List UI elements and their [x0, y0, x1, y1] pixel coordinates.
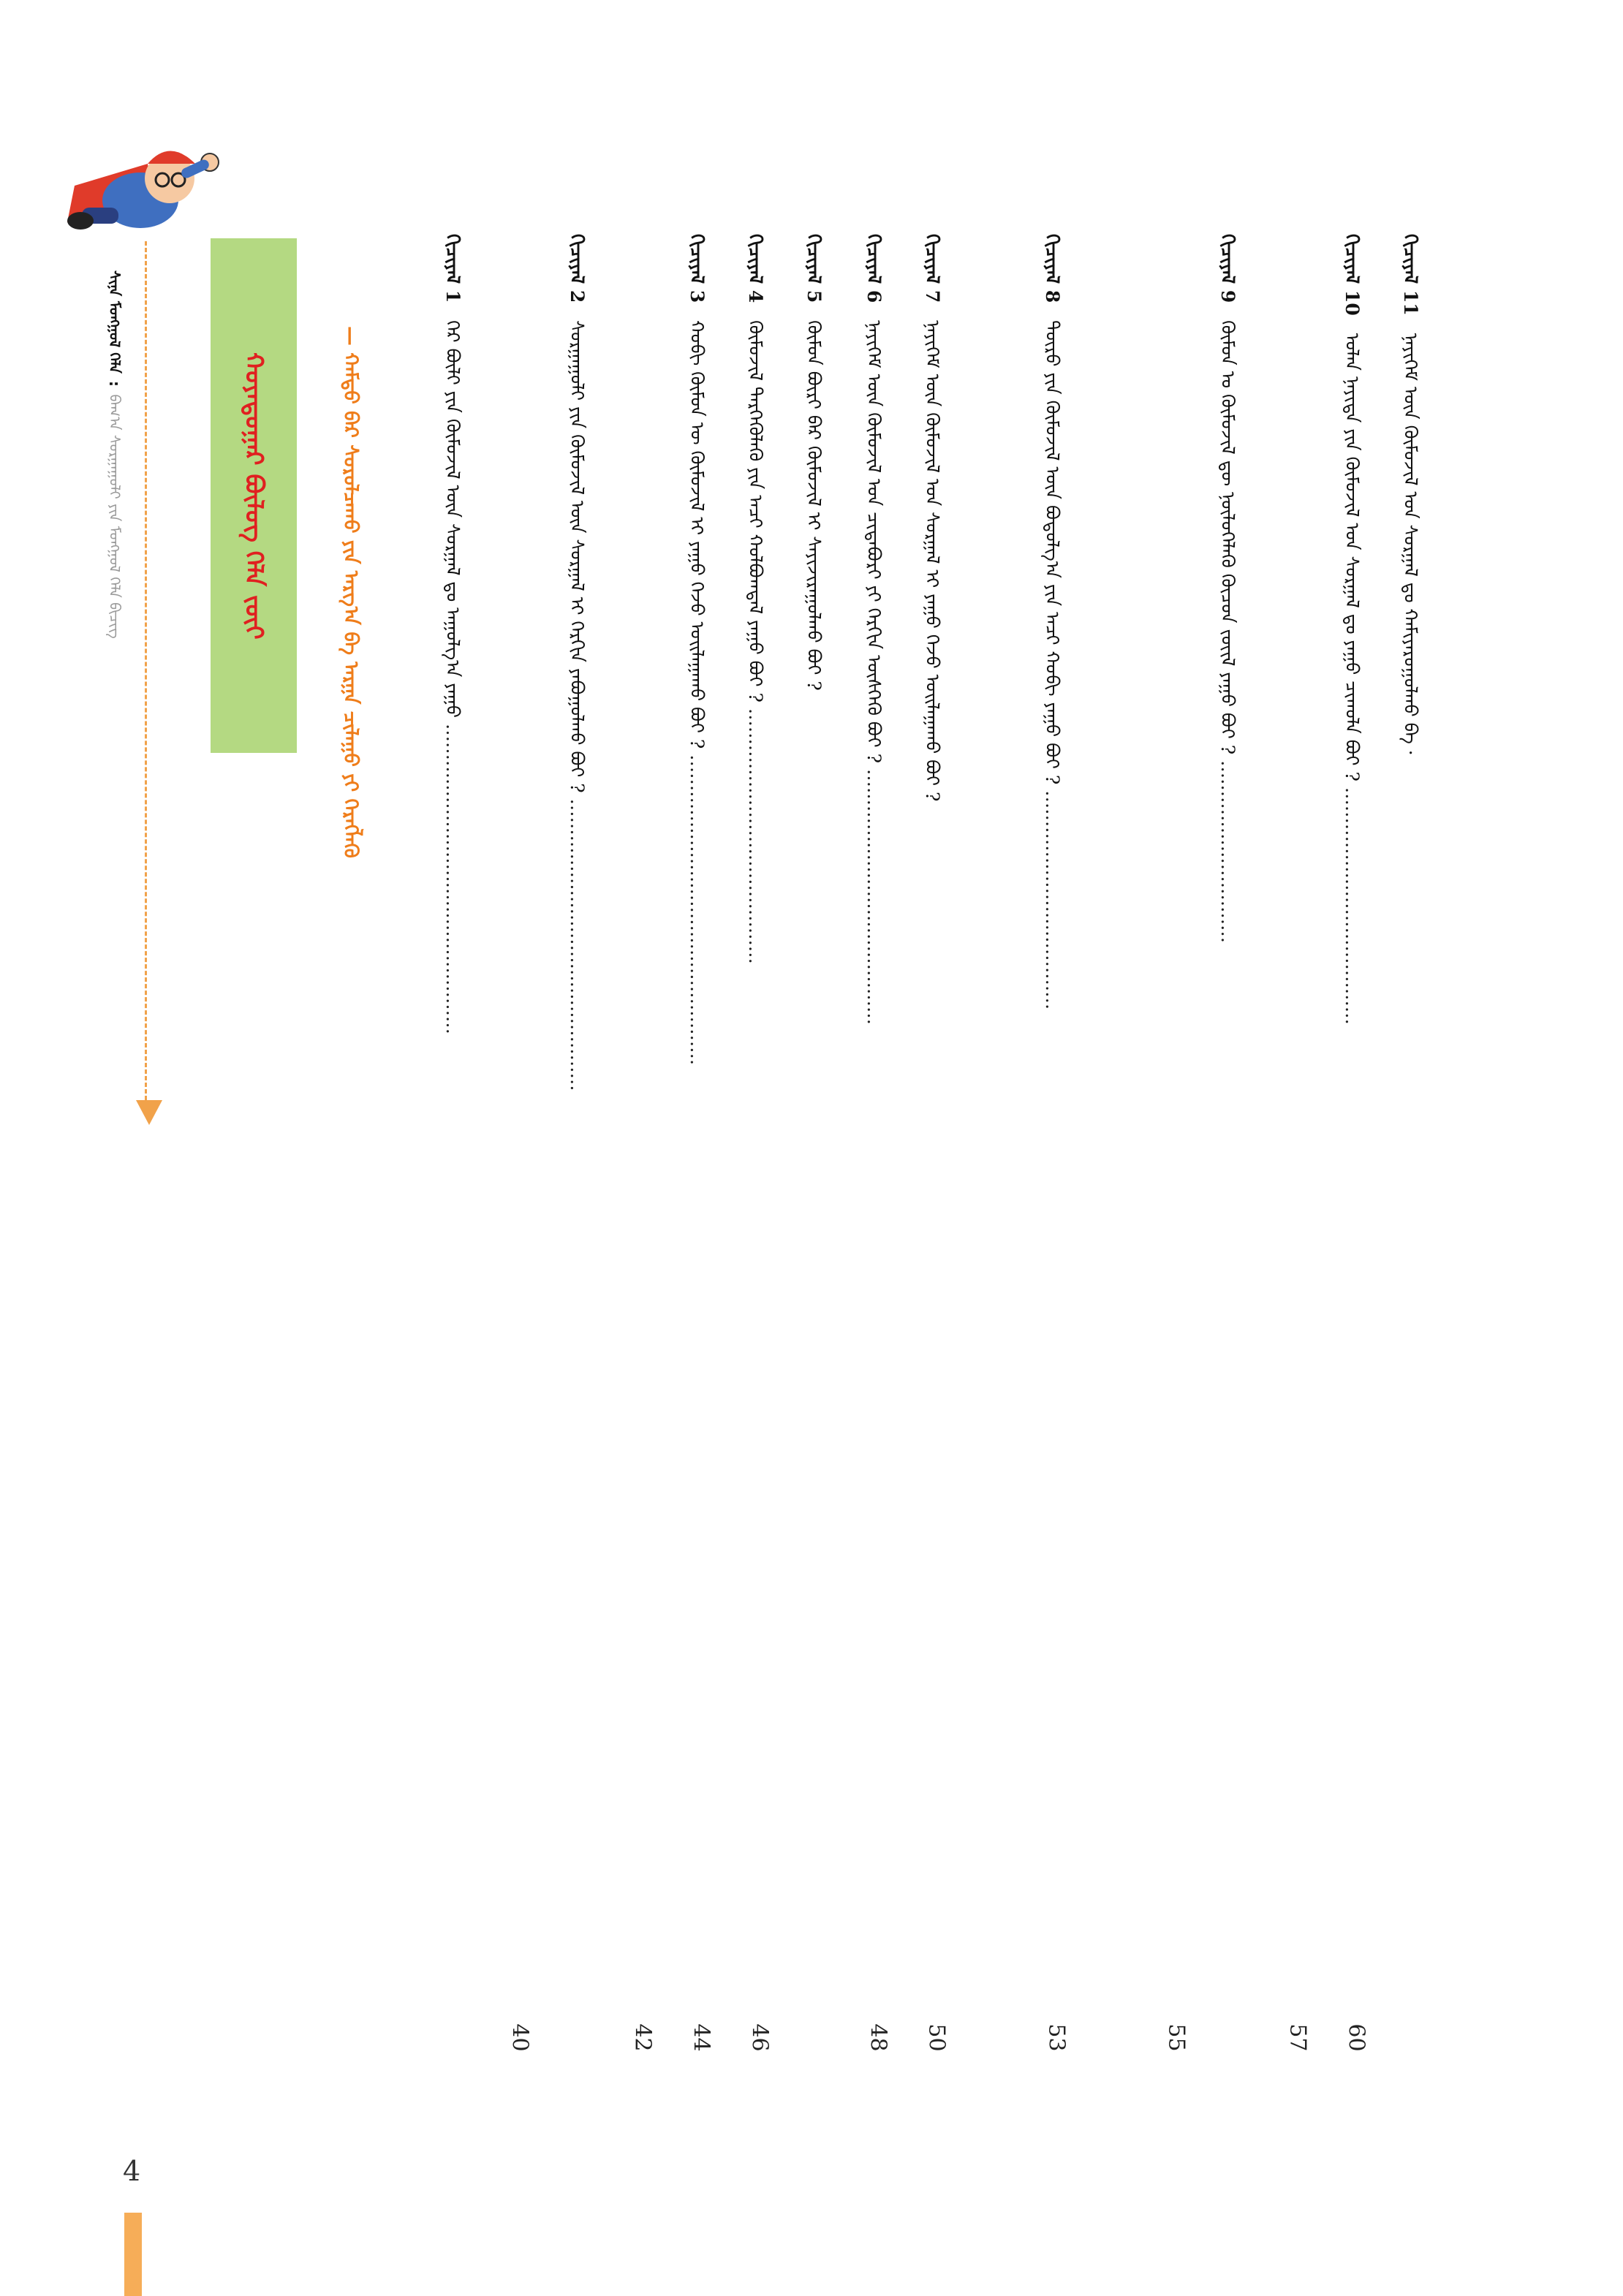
hat	[148, 151, 195, 164]
toc-entry-text: ᠣᠯᠠᠨ ᠨᠡᠶᠢᠲᠡ ᠶᠢᠨ ᠬᠦᠮᠦᠵᠢᠯ ᠤᠨ ᠰᠤᠷᠭᠠᠯ ᠳᠤ ᠶᠠᠭᠤ ᠴᠢᠬᠤᠯᠠ ᠪᠤᠢ ?	[1342, 333, 1363, 781]
toc-page-number: 40	[507, 2023, 533, 2052]
page-header	[102, 270, 128, 639]
superhero-boy-illustration	[60, 134, 221, 273]
series-title: ᠰᠢᠨᠡ ᠮᠣᠩᠭᠣᠯ ᠬᠡᠯᠡ	[106, 270, 124, 374]
toc-lesson-label: ᠬᠢᠴᠢᠶᠡᠯ 1	[442, 234, 464, 303]
toc-leader-dots: …………………………………	[1342, 787, 1363, 1025]
header-separator: :	[106, 381, 124, 387]
toc-entry-text: ᠭᠡᠷ ᠪᠦᠯᠢ ᠶᠢᠨ ᠬᠦᠮᠦᠵᠢᠯ ᠦᠨ ᠰᠤᠷᠭᠠᠯ ᠳᠤ ᠠᠭᠤᠯᠭ᠎ᠠ ᠶᠠᠭᠤ	[442, 320, 464, 718]
toc-entry-text: ᠨᠡᠶᠢᠭᠡᠮ ᠦᠨ ᠬᠦᠮᠦᠵᠢᠯ ᠤᠨ ᠴᠢᠳᠠᠪᠤᠷᠢ ᠶᠢ ᠬᠡᠷᠬᠢᠨ ᠥᠰᠬᠡᠬᠦ ᠪᠤᠢ ?	[863, 320, 885, 764]
footer-accent-bar	[124, 2213, 142, 2296]
toc-entry-text: ᠬᠤᠪᠢ ᠬᠦᠮᠦᠨ ᠦ ᠬᠦᠮᠦᠵᠢᠯ ᠢ ᠶᠠᠭᠤ ᠭᠡᠵᠦ ᠣᠢᠯᠠᠭᠠᠬᠤ ᠪᠤᠢ ?	[686, 320, 708, 749]
toc-entry-text: ᠨᠡᠶᠢᠭᠡᠮ ᠦᠨ ᠬᠦᠮᠦᠵᠢᠯ ᠤᠨ ᠰᠤᠷᠭᠠᠯ ᠢ ᠶᠠᠭᠤ ᠭᠡᠵᠦ ᠣᠢᠯᠠᠭᠠᠬᠤ ᠪᠤᠢ ?	[922, 320, 943, 802]
toc-entry-text: ᠬᠦᠮᠦᠵᠢᠯ ᠲᠡᠷᠭᠡᠭᠦᠯᠡᠬᠦ ᠶᠢᠨ ᠠᠴᠢ ᠬᠣᠯᠪᠣᠭᠳᠠᠯ ᠶᠠᠭᠤ ᠪᠤᠢ ?	[745, 320, 766, 702]
toc-page-number: 44	[688, 2023, 714, 2052]
book-title: ᠪᠠᠭ᠎ᠠ ᠰᠤᠷᠭᠠᠭᠤᠯᠢ ᠶᠢᠨ ᠮᠣᠩᠭᠣᠯ ᠬᠡᠯᠡ ᠪᠢᠴᠢᠭ	[106, 394, 124, 639]
toc-lesson-label: ᠬᠢᠴᠢᠶᠡᠯ 6	[863, 234, 885, 303]
toc-page-number: 46	[746, 2023, 773, 2052]
dashed-guide-line	[145, 241, 147, 1100]
toc-lesson-label: ᠬᠢᠴᠢᠶᠡᠯ 2	[567, 234, 588, 303]
toc-entry-text: ᠲᠥᠷᠥ ᠶᠢᠨ ᠬᠦᠮᠦᠵᠢᠯ ᠦᠨ ᠪᠣᠳᠣᠯᠭ᠎ᠠ ᠶᠢᠨ ᠠᠴᠢ ᠬᠤᠪᠢ ᠶᠠᠭᠤ ᠪᠤᠢ ?	[1042, 320, 1063, 785]
toc-page-number: 57	[1285, 2023, 1311, 2052]
chapter-title-box	[211, 238, 297, 753]
toc-entry-text: ᠬᠦᠮᠦᠨ ᠪᠦᠷᠢ ᠪᠡᠷ ᠬᠦᠮᠦᠵᠢᠯ ᠢ ᠰᠠᠶᠢᠵᠢᠷᠠᠭᠤᠯᠬᠤ ᠪᠤᠢ ?	[803, 320, 825, 691]
toc-page-number: 60	[1343, 2023, 1369, 2052]
toc-entry[interactable]	[800, 234, 828, 691]
toc-entry[interactable]	[1396, 234, 1424, 756]
toc-entry-text: ᠨᠡᠶᠢᠭᠡᠮ ᠦᠨ ᠬᠦᠮᠦᠵᠢᠯ ᠤᠨ ᠰᠤᠷᠭᠠᠯ ᠳᠤ ᠬᠠᠮᠢᠶᠠᠷᠤᠭᠤᠯᠬᠤ ᠪᠠ ·	[1400, 333, 1421, 756]
toc-page-number: 50	[923, 2023, 950, 2052]
toc-entry-text: ᠬᠦᠮᠦᠨ ᠤ ᠬᠦᠮᠦᠵᠢᠯ ᠳᠦ ᠨᠥᠯᠥᠭᠡᠯᠡᠬᠦ ᠬᠦᠴᠦᠨ ᠵᠦᠢᠯ ᠶᠠᠭᠤ ᠪᠤᠢ ?	[1217, 320, 1238, 755]
arrow-icon	[136, 1100, 162, 1125]
toc-entry[interactable]	[683, 234, 711, 1065]
toc-lesson-label: ᠬᠢᠴᠢᠶᠡᠯ 11	[1400, 234, 1421, 316]
toc-leader-dots: ………………………………	[1042, 790, 1063, 1010]
toc-leader-dots: ……………………………………………	[442, 723, 464, 1034]
toc-entry[interactable]	[439, 234, 466, 1034]
toc-entry[interactable]	[563, 234, 591, 1091]
toc-lesson-label: ᠬᠢᠴᠢᠶᠡᠯ 9	[1217, 234, 1238, 303]
toc-lesson-label: ᠬᠢᠴᠢᠶᠡᠯ 8	[1042, 234, 1063, 303]
toc-entry[interactable]	[860, 234, 888, 1025]
toc-entry[interactable]	[741, 234, 769, 964]
chapter-subtitle: — ᠬᠠᠮᠲᠤ ᠪᠡᠷ ᠰᠤᠷᠤᠯᠴᠠᠬᠤ ᠶᠢᠨ ᠠᠷᠭ᠎ᠠ ᠪᠠ ᠠᠷᠭᠠ ᠴᠢᠯᠠᠭᠤ ᠶᠢ ᠬᠡᠷᠡᠭᠯᠡᠬᠦ	[339, 326, 362, 858]
toc-page-number: 53	[1043, 2023, 1070, 2052]
toc-entry[interactable]	[1214, 234, 1241, 943]
toc-leader-dots: …………………………	[1217, 760, 1238, 944]
toc-entry-text: ᠰᠤᠷᠭᠠᠭᠤᠯᠢ ᠶᠢᠨ ᠬᠦᠮᠦᠵᠢᠯ ᠦᠨ ᠰᠤᠷᠭᠠᠯ ᠢ ᠬᠡᠷᠬᠢᠨ ᠶᠠᠪᠤᠭᠤᠯᠬᠤ ᠪᠤᠢ ?	[567, 320, 588, 793]
toc-entry[interactable]	[1038, 234, 1066, 1009]
toc-lesson-label: ᠬᠢᠴᠢᠶᠡᠯ 7	[922, 234, 943, 303]
toc-page-number: 55	[1163, 2023, 1189, 2052]
shoe	[67, 212, 94, 230]
toc-page-number: 42	[629, 2023, 656, 2052]
toc-entry[interactable]	[1338, 234, 1366, 1025]
toc-leader-dots: …………………………………………	[567, 798, 588, 1091]
toc-leader-dots: ……………………………………	[863, 768, 885, 1025]
toc-leader-dots: ……………………………………………	[686, 754, 708, 1066]
toc-lesson-label: ᠬᠢᠴᠢᠶᠡᠯ 4	[745, 234, 766, 303]
toc-entry[interactable]	[918, 234, 946, 801]
chapter-title: ᠬᠣᠶᠠᠳᠤᠭᠠᠷ ᠪᠦᠯᠦᠭ ᠬᠡᠯᠡ ᠵᠦᠢ	[239, 352, 268, 640]
toc-lesson-label: ᠬᠢᠴᠢᠶᠡᠯ 5	[803, 234, 825, 303]
toc-lesson-label: ᠬᠢᠴᠢᠶᠡᠯ 3	[686, 234, 708, 303]
page-folio: 4	[123, 2155, 141, 2187]
toc-page-number: 48	[865, 2023, 891, 2052]
toc-leader-dots: ……………………………………	[745, 708, 766, 964]
toc-lesson-label: ᠬᠢᠴᠢᠶᠡᠯ 10	[1342, 234, 1363, 316]
